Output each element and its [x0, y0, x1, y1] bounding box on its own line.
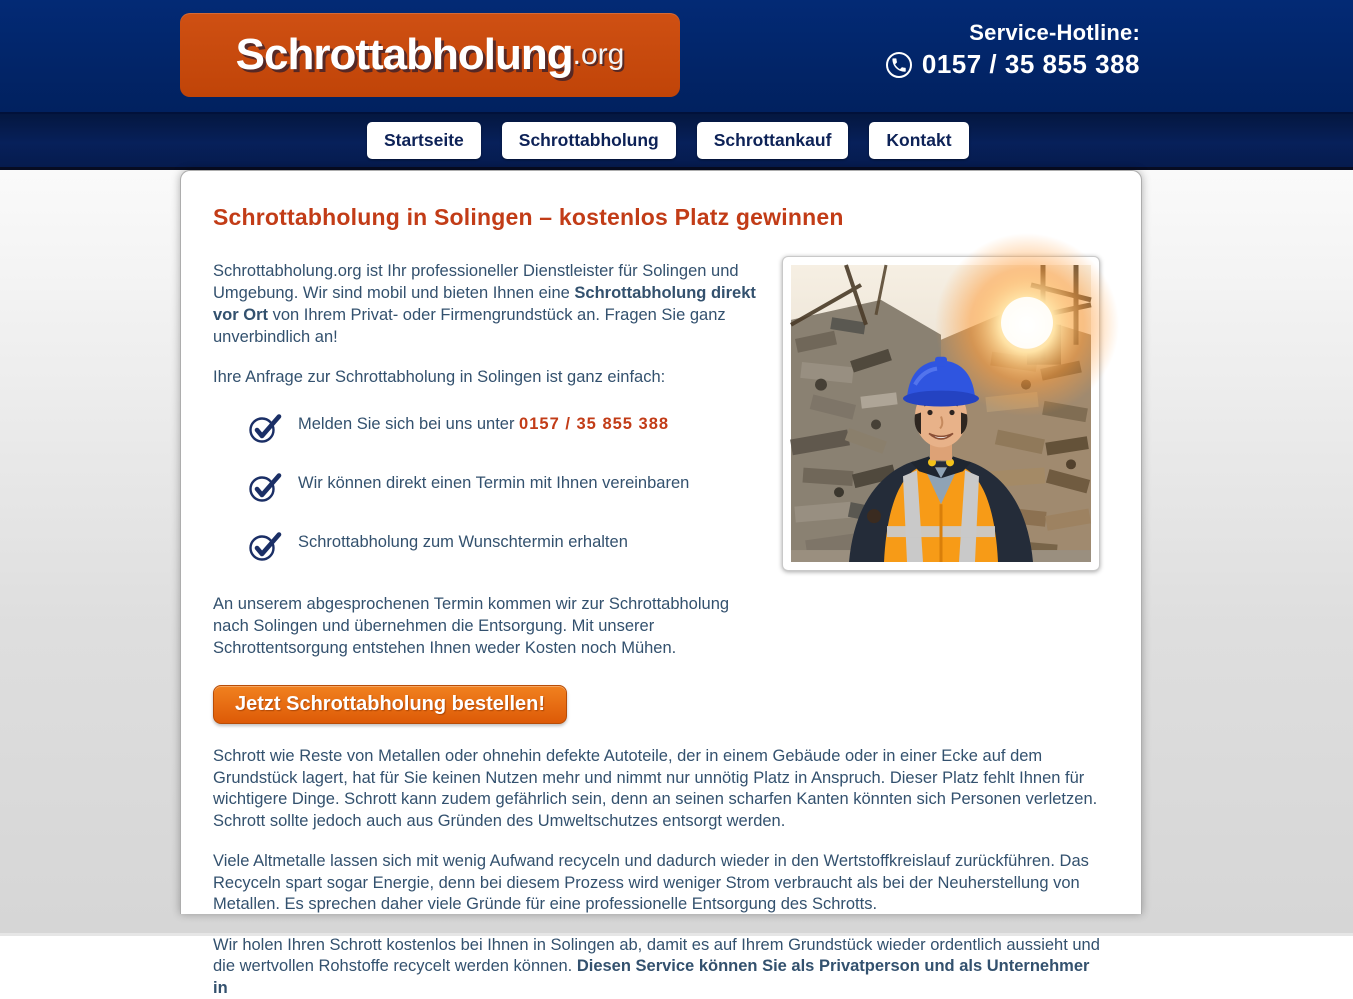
check-circle-icon	[248, 531, 282, 567]
appointment-paragraph: An unserem abgesprochenen Termin kommen wir zur Schrottabholung nach Solingen und übernehmen die Entsorgung. Mit unserer Schrottentsorgung entstehen Ihnen weder Kosten noch Mühen.	[213, 593, 761, 659]
nav-item-schrottabholung[interactable]: Schrottabholung	[502, 122, 676, 159]
checklist-text: Wir können direkt einen Termin mit Ihnen vereinbaren	[298, 471, 689, 495]
checklist-text: Melden Sie sich bei uns unter 0157 / 35 855 388	[298, 412, 669, 436]
intro-paragraph	[213, 260, 761, 348]
steps-lead: Ihre Anfrage zur Schrottabholung in Solingen ist ganz einfach:	[213, 366, 761, 388]
hotline-number[interactable]: 0157 / 35 855 388	[922, 49, 1140, 80]
benefit-paragraph-1: Schrott wie Reste von Metallen oder ohnehin defekte Autoteile, der in einem Gebäude oder in einer Ecke auf dem Grundstück lagert, hat für Sie keinen Nutzen mehr und nimmt nur unnötig Platz in Anspruch. Dieser Platz fehlt Ihnen für wichtigere Dinge. Schrott kann zudem gefährlich sein, denn an seinen scharfen Kanten könnten sich Personen verletzen. Schrott sollte jedoch auch aus Gründen des Umweltschutzes entsorgt werden.	[213, 746, 1105, 832]
intro-post: von Ihrem Privat- oder Firmengrundstück an. Fragen Sie ganz unverbindlich an!	[213, 306, 726, 346]
check-circle-icon	[248, 472, 282, 508]
logo-text: Schrottabholung	[236, 30, 573, 80]
worker-at-scrapyard-photo	[782, 256, 1100, 571]
nav-item-schrottankauf[interactable]: Schrottankauf	[697, 122, 849, 159]
main-navigation	[0, 112, 1353, 170]
service-hotline	[885, 20, 1140, 80]
check-circle-icon	[248, 413, 282, 449]
site-header	[0, 0, 1353, 112]
checklist-text: Schrottabholung zum Wunschtermin erhalten	[298, 530, 628, 554]
intro-bold: Schrottabholung direkt vor Ort	[213, 284, 756, 324]
intro-pre: Schrottabholung.org ist Ihr professioneller Dienstleister für Solingen und Umgebung. Wir sind mobil und bieten Ihnen eine	[213, 262, 739, 302]
page-title: Schrottabholung in Solingen – kostenlos Platz gewinnen	[213, 204, 1105, 231]
page-background	[0, 170, 1353, 933]
nav-item-startseite[interactable]: Startseite	[367, 122, 481, 159]
checklist-phone-number[interactable]: 0157 / 35 855 388	[519, 415, 669, 433]
phone-in-circle-icon	[885, 51, 913, 79]
order-pickup-button[interactable]: Jetzt Schrottabholung bestellen!	[213, 685, 567, 724]
hotline-label: Service-Hotline:	[885, 20, 1140, 46]
nav-item-kontakt[interactable]: Kontakt	[869, 122, 968, 159]
benefit-paragraph-2: Viele Altmetalle lassen sich mit wenig Aufwand recyceln und dadurch wieder in den Wertstoffkreislauf zurückführen. Das Recyceln spart sogar Energie, denn bei diesem Prozess wird weniger Strom verbraucht als bei der Neuherstellung von Metallen. Es sprechen daher viele Gründe für eine professionelle Entsorgung des Schrotts.	[213, 851, 1105, 916]
logo-suffix: .org	[573, 38, 625, 72]
site-logo[interactable]	[180, 13, 680, 97]
content-card	[180, 170, 1142, 914]
benefit-paragraph-3: Wir holen Ihren Schrott kostenlos bei Ihnen in Solingen ab, damit es auf Ihrem Grundstück wieder ordentlich aussieht und die wertvollen Rohstoffe recycelt werden können. Diesen Service können Sie als Privatperson und als Unternehmer in	[213, 935, 1105, 999]
benefit-paragraph-3-bold: Diesen Service können Sie als Privatperson und als Unternehmer in	[213, 957, 1089, 997]
